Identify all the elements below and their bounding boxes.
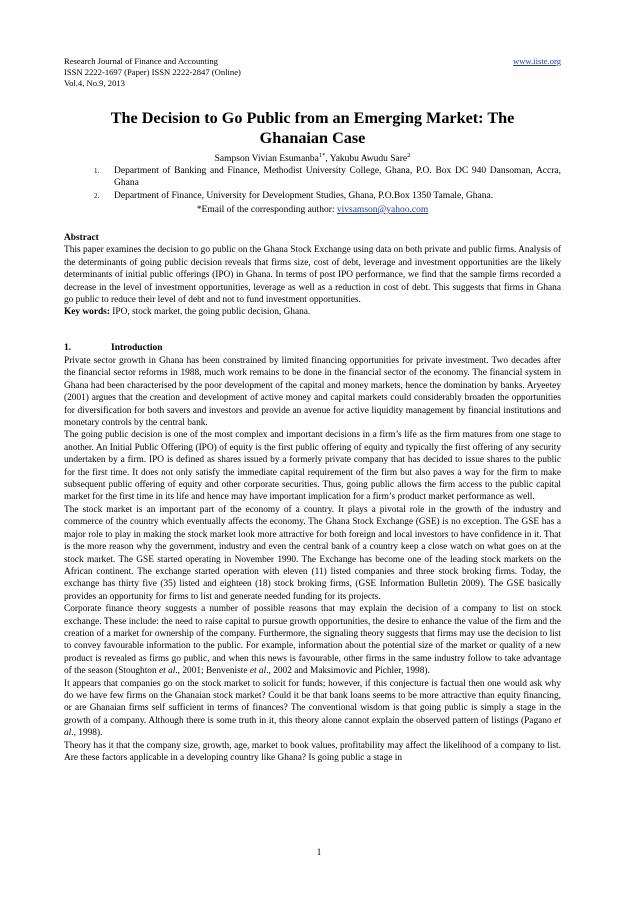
keywords [64,306,561,318]
section-number: 1. [64,343,72,353]
paragraph-4-text-b: ., 2001; Benveniste [175,666,250,677]
author-1-superscript: 1* [318,152,326,159]
corresponding-author [64,205,561,215]
paragraph-4-etal-1: et al [158,666,176,677]
paragraph-4-etal-2: et al [249,666,267,677]
abstract-block [64,232,561,319]
author-list [64,152,561,164]
paper-title [64,108,561,148]
website-link[interactable]: www.iiste.org [513,56,561,66]
keywords-text: IPO, stock market, the going public decision, Ghana. [109,307,311,318]
keywords-label: Key words: [64,307,110,318]
abstract-text: This paper examines the decision to go public on the Ghana Stock Exchange using data on both private and public firms. Analysis of the determinants of going public decision reveals that firms size, cost of debt, leverage and investment opportunities are the likely determinants of initial public offerings (IPO) in Ghana. In terms of post IPO performance, we find that the sample firms recorded a decrease in the level of investment opportunities, leverage as well as a reduction in cost of debt. This suggests that firms in Ghana go public to reduce their level of debt and not to fund investment opportunities. [64,245,561,306]
affiliation-2-number: 2. [94,192,100,200]
title-line-1: The Decision to Go Public from an Emerging Market: The [110,109,515,127]
paragraph-5 [64,678,561,740]
introduction-body [64,355,561,764]
volume-issue: Vol.4, No.9, 2013 [64,78,125,88]
paragraph-2: The going public decision is one of the most complex and important decisions in a firm’s life as the firm matures from one stage to another. An Initial Public Offering (IPO) of equity is the first public offering of equity and typically the first offering of any security undertaken by a firm. IPO is defined as shares issued by a formerly private company that has decided to issue shares to the public for the first time. It does not only satisfy the immediate capital requirement of the firm but also paves a way for the firm to make subsequent public offering of equity and other corporate securities. Thus, going public allows the firm access to the public capital market for the first time in its life and hence may have important implication for a firm’s product market performance as well. [64,430,561,503]
paragraph-5-text-b: ., 1998). [71,728,103,739]
author-2: , Yakubu Awudu Sare [325,154,408,165]
paragraph-6: Theory has it that the company size, growth, age, market to book values, profitability may affect the likelihood of a company to list. Are these factors applicable in a developing country like Ghana? Is going public a stage in [64,740,561,763]
author-2-superscript: 2 [407,152,411,159]
issn: ISSN 2222-1697 (Paper) ISSN 2222-2847 (Online) [64,67,241,77]
author-1: Sampson Vivian Esumanba [214,154,319,165]
paragraph-5-etal: et al [64,715,561,739]
paragraph-4-text-c: ., 2002 and Maksimovic and Pichler, 1998). [266,666,430,677]
affiliation-1: Department of Banking and Finance, Methodist University College, Ghana, P.O. Box DC 940 Dansoman, Accra, Ghana [114,166,561,189]
paragraph-1: Private sector growth in Ghana has been constrained by limited financing opportunities for private investment. Two decades after the financial sector reforms in 1988, much work remains to be done in the financial sector of the economy. The financial system in Ghana had been characterised by the poor development of the capital and money markets, hence the domination by banks. Aryeetey (2001) argues that the creation and development of active money and capital markets could considerably broaden the opportunities for diversification for both savers and investors and provide an avenue for active liquidity management by financial institutions and monetary controls by the central bank. [64,356,561,429]
corresponding-email-link[interactable]: vivsamson@yahoo.com [336,205,429,215]
paragraph-3: The stock market is an important part of the economy of a country. It plays a pivotal role in the growth of the industry and commerce of the country which eventually affects the economy. The Ghana Stock Exchange (GSE) is no exception. The GSE has a major role to play in making the stock market look more attractive for both foreign and local investors to have confidence in it. That is the more reason why the government, industry and even the central bank of a country keep a close watch on what goes on at the stock market. The GSE started operating in November 1990. The Exchange has become one of the leading stock markets on the African continent. The exchange started operation with eleven (11) listed companies and three stock broking firms. Today, the exchange has thirty five (35) listed and eighteen (18) stock broking firms, (GSE Information Bulletin 2009). The GSE basically provides an opportunity for firms to list and generate needed funding for its projects. [64,504,561,602]
abstract-heading: Abstract [64,233,99,243]
section-title: Introduction [111,343,163,353]
journal-name: Research Journal of Finance and Accounting [64,56,218,66]
affiliation-1-number: 1. [94,167,100,175]
affiliation-2: Department of Finance, University for Development Studies, Ghana, P.O.Box 1350 Tamale, Ghana. [114,191,494,201]
paragraph-4-text-a: Corporate finance theory suggests a number of possible reasons that may explain the decision of a company to list on stock exchange. These include: the need to raise capital to pursue growth opportunities, the desire to enhance the value of the firm and the creation of a market for ownership of the company. Furthermore, the signaling theory suggests that firms may use the decision to list to convey favourable information to the public. For example, information about the potential size of the market or quality of a new product is revealed as firms go public, and when this news is favourable, other firms in the same industry follow to take advantage of the season (Stoughton [64,604,561,677]
title-line-2: Ghanaian Case [259,129,366,147]
corresponding-label: *Email of the corresponding author: [196,205,337,215]
section-heading [64,343,163,353]
paragraph-4 [64,603,561,677]
paragraph-5-text-a: It appears that companies go on the stock market to solicit for funds; however, if this conjecture is factual then one would ask why do we have few firms on the Ghanaian stock market? Could it be that bank loans seems to be more attractive than equity financing, or are Ghanaian firms self sufficient in terms of finances? The conventional wisdom is that going public is simply a stage in the growth of a company. Although there is some truth in it, this theory alone cannot explain the observed pattern of listings (Pagano [64,678,561,726]
page-number: 1 [316,848,322,858]
